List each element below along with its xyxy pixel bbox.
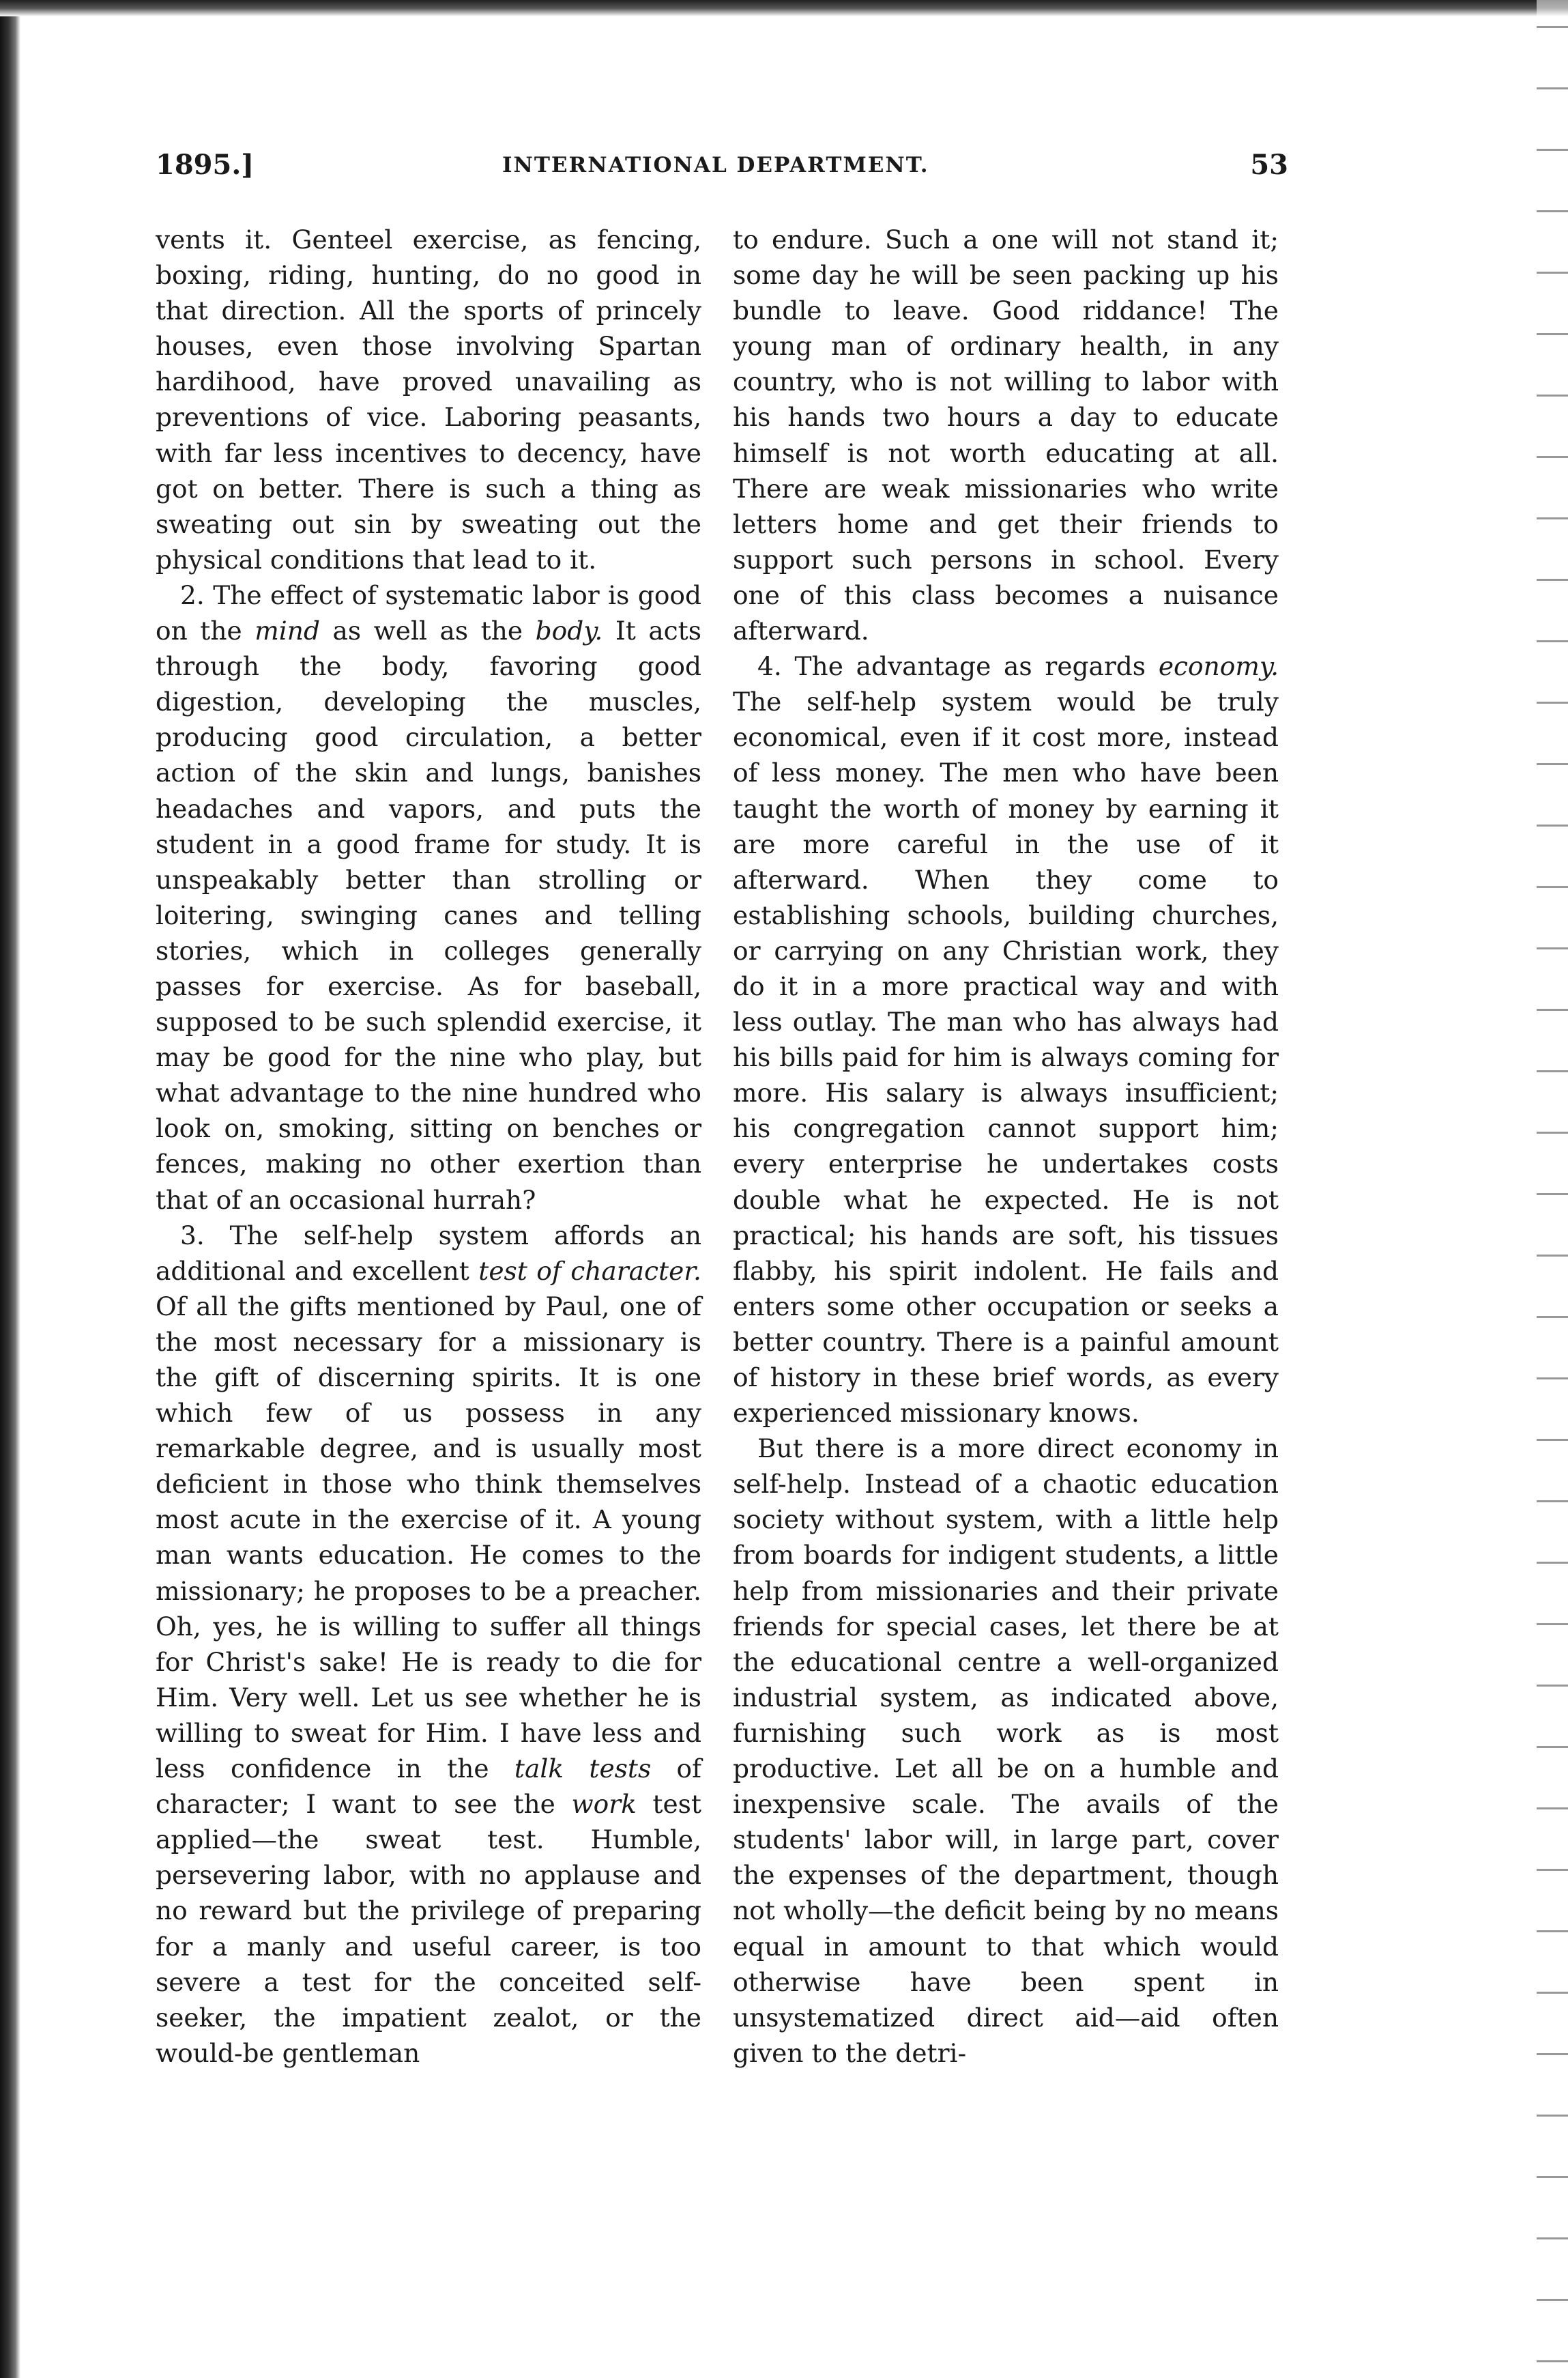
text-run: The self-help system would be truly economical, even if it cost more, instead of less money. The men who have been taught the worth of money by earning it are more careful in the use of it afterward. When they come to establishing schools, building churches, or carrying on any Christian work, they do it in a more practical way and with less outlay. The man who has always had his bills paid for him is always coming for more. His salary is always insufficient; his congregation cannot support him; every enterprise he undertakes costs double what he expected. He is not practical; his hands are soft, his tissues flabby, his spirit indolent. He fails and enters some other occupation or seeks a better country. There is a painful amount of history in these brief words, as every experienced missionary knows. <box>733 687 1279 1429</box>
scan-shadow-left <box>0 0 20 2378</box>
text-run: test applied—the sweat test. Humble, persevering labor, with no applause and no reward but the privilege of preparing for a manly and useful career, is too severe a test for the conceited self-seeker, the impatient zealot, or the would-be gentleman <box>156 1789 702 2068</box>
emphasis-body: body. <box>535 616 603 646</box>
emphasis-talk-tests: talk tests <box>514 1753 652 1784</box>
right-column <box>733 222 1279 2071</box>
running-head <box>156 149 1288 187</box>
scan-shadow-top <box>0 0 1568 16</box>
emphasis-economy: economy. <box>1158 651 1279 682</box>
text-run: It acts through the body, favoring good digestion, developing the muscles, producing good circulation, a better action of the skin and lungs, banishes headaches and vapors, and puts the student in a good frame for study. It is unspeakably better than strolling or loitering, swinging canes and telling stories, which in colleges generally passes for exercise. As for baseball, supposed to be such splendid exercise, it may be good for the nine who play, but what advantage to the nine hundred who look on, smoking, sitting on benches or fences, making no other exertion than that of an occasional hurrah? <box>156 616 702 1215</box>
right-paragraph-3: But there is a more direct economy in self-help. Instead of a chaotic education society without system, with a little help from boards for indigent students, a little help from missionaries and their private friends for special cases, let there be at the educational centre a well-organized industrial system, as indicated above, furnishing such work as is most productive. Let all be on a humble and inexpensive scale. The avails of the students' labor will, in large part, cover the expenses of the department, though not wholly—the deficit being by no means equal in amount to that which would otherwise have been spent in unsystematized direct aid—aid often given to the detri- <box>733 1433 1279 2068</box>
page-number: 53 <box>1250 149 1288 181</box>
text-run: of character; I want to see the <box>156 1753 701 1820</box>
text-run: 4. The advantage as regards <box>757 651 1159 682</box>
right-paragraph-2 <box>733 648 1279 1431</box>
emphasis-mind: mind <box>255 616 320 646</box>
header-title: INTERNATIONAL DEPARTMENT. <box>502 153 929 177</box>
text-run: Of all the gifts mentioned by Paul, one of the most necessary for a missionary is the gift of discerning spirits. It is one which few of us possess in any remarkable degree, and is usually most deficient in those who think themselves most acute in the exercise of it. A young man wants education. He comes to the missionary; he proposes to be a preacher. Oh, yes, he is willing to suffer all things for Christ's sake! He is ready to die for Him. Very well. Let us see whether he is willing to sweat for Him. I have less and less confidence in the <box>156 1291 701 1784</box>
text-run: 2. The effect of systematic labor is good on the <box>156 579 701 646</box>
text-run: 3. The self-help system affords an additional and excellent <box>156 1220 701 1286</box>
right-paragraph-1: to endure. Such a one will not stand it; some day he will be seen packing up his bundle to leave. Good riddance! The young man of ordinary health, in any country, who is not willing to labor with his hands two hours a day to educate himself is not worth educating at all. There are weak missionaries who write letters home and get their friends to support such persons in school. Every one of this class becomes a nuisance afterward. <box>733 225 1279 646</box>
left-paragraph-1: vents it. Genteel exercise, as fencing, boxing, riding, hunting, do no good in that direction. All the sports of princely houses, even those involving Spartan hardihood, have proved unavailing as preventions of vice. Laboring peasants, with far less incentives to decency, have got on better. There is such a thing as sweating out sin by sweating out the physical conditions that lead to it. <box>156 225 701 575</box>
header-year: 1895.] <box>156 149 255 181</box>
left-column <box>156 222 701 2071</box>
left-paragraph-2 <box>156 577 701 1218</box>
emphasis-work: work <box>571 1789 637 1820</box>
text-run: as well as the <box>319 616 536 646</box>
emphasis-test-of-character: test of character. <box>478 1255 701 1286</box>
left-paragraph-3 <box>156 1218 701 2071</box>
scan-noise-right <box>1537 0 1568 2378</box>
